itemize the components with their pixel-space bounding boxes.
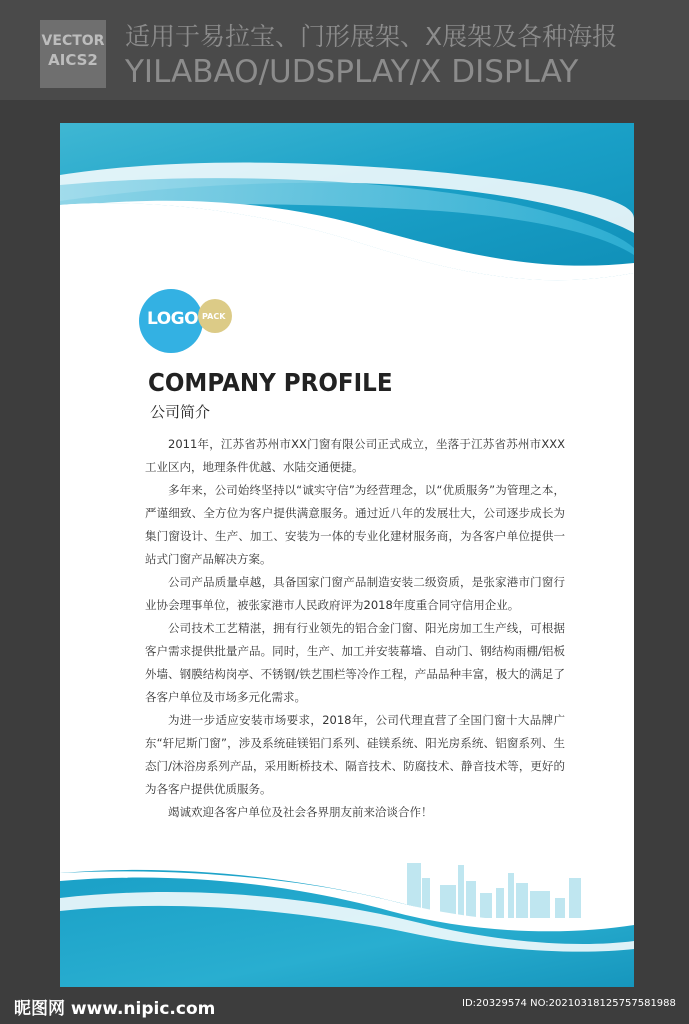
profile-body [145,433,565,824]
company-profile-subtitle: 公司简介 [150,403,211,421]
image-id-watermark: ID:20329574 NO:20210318125757581988 [462,998,676,1009]
badge-line1: VECTOR [41,33,105,49]
pack-text: PACK [202,312,226,321]
paragraph: 竭诚欢迎各客户单位及社会各界朋友前来洽谈合作！ [168,805,433,819]
logo-text: LOGO [147,309,199,329]
company-profile-title: COMPANY PROFILE [148,368,393,397]
header-title-cn: 适用于易拉宝、门形展架、X展架及各种海报 [125,22,618,51]
bottom-wave-graphic [60,853,634,987]
top-wave-graphic [60,123,634,298]
paragraph: 为进一步适应安装市场要求，2018年，公司代理直营了全国门窗十大品牌广东“轩尼斯门窗”，涉及系统硅镁铝门系列、硅镁系统、阳光房系统、铝窗系列、生态门/沐浴房系列产品，采用断桥技术、隔音技术、防腐技术、静音技术等，更好的为各客户提供优质服务。 [145,713,565,796]
badge-line2: AICS2 [48,51,98,69]
paragraph: 公司产品质量卓越，具备国家门窗产品制造安装二级资质，是张家港市门窗行业协会理事单位，被张家港市人民政府评为2018年度重合同守信用企业。 [145,575,565,612]
paragraph: 公司技术工艺精湛，拥有行业领先的铝合金门窗、阳光房加工生产线，可根据客户需求提供批量产品。同时，生产、加工并安装幕墙、自动门、钢结构雨棚/铝板外墙、钢膜结构岗亭、不锈钢/铁艺围栏等冷作工程，产品品种丰富，极大的满足了各客户单位及市场多元化需求。 [145,621,565,704]
paragraph: 2011年，江苏省苏州市XX门窗有限公司正式成立，坐落于江苏省苏州市XXX工业区内，地理条件优越、水陆交通便捷。 [145,437,565,474]
vector-badge [40,20,106,88]
header-title-en: YILABAO/UDSPLAY/X DISPLAY [125,54,579,90]
poster [60,123,634,987]
paragraph: 多年来，公司始终坚持以“诚实守信”为经营理念，以“优质服务”为管理之本，严谨细致、全方位为客户提供满意服务。通过近八年的发展壮大，公司逐步成长为集门窗设计、生产、加工、安装为一体的专业化建材服务商，为各客户单位提供一站式门窗产品解决方案。 [145,483,565,566]
top-banner [0,0,689,100]
city-skyline-graphic [407,863,581,918]
nipic-watermark: 昵图网 www.nipic.com [14,999,216,1019]
